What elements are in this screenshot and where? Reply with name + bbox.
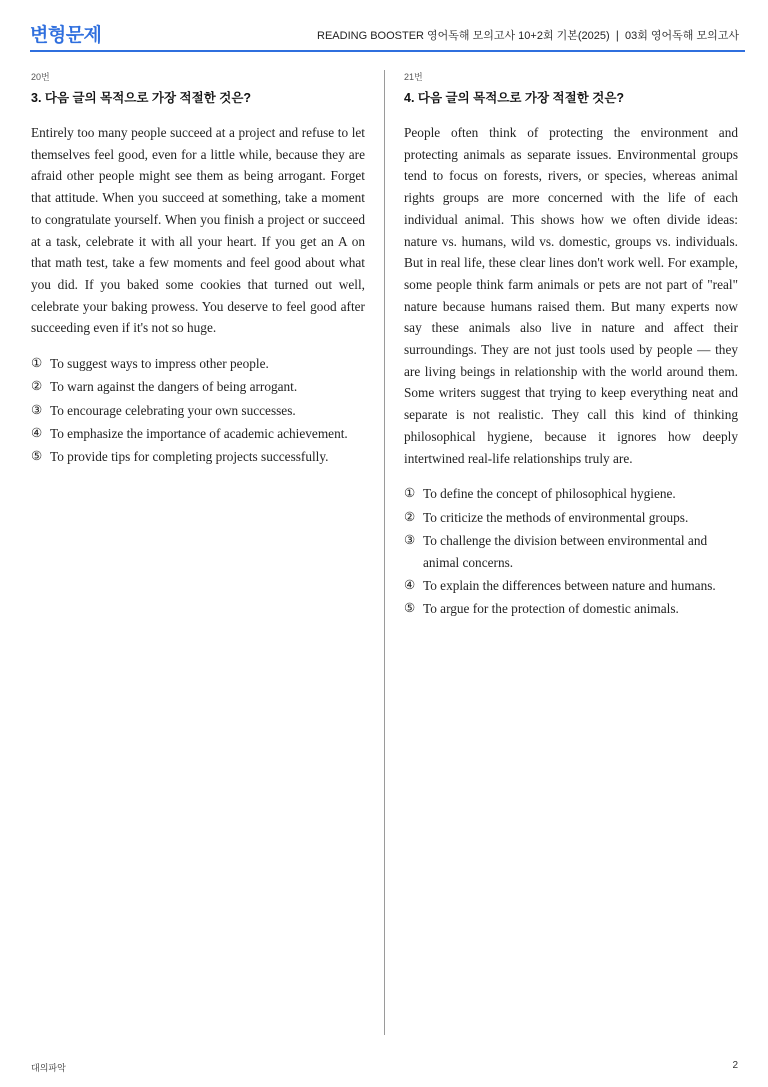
option-text: To argue for the protection of domestic animals. <box>423 601 679 617</box>
question-title: 3. 다음 글의 목적으로 가장 적절한 것은? <box>31 91 252 105</box>
answer-option-2[interactable] <box>31 376 365 398</box>
option-number: ③ <box>404 532 416 547</box>
question-passage: People often think of protecting the environment and protecting animals as separate issues. Environmental groups tend to focus on forests, rivers, or species, whereas animal rights groups are more concerned with the life of each individual animal. This shows how we often divide ideas: nature vs. humans, wild vs. domestic, groups vs. individuals. But in real life, these clear lines don't work well. For example, some people think farm animals or pets are not part of "real" nature because humans raised them. But many experts now say these animals also live in nature and affect their surroundings. They are not just tools used by people — they are living beings in relationship with the world around them. Some writers suggest that trying to keep everything neat and separate is not realistic. They call this kind of thinking philosophical hygiene, because it ignores how deeply intertwined real-life relationships truly are. <box>404 125 738 466</box>
option-text: To provide tips for completing projects successfully. <box>50 449 329 465</box>
option-number: ① <box>31 356 43 371</box>
answer-option-3[interactable] <box>31 400 365 422</box>
question-number-label: 21번 <box>404 72 423 82</box>
option-text: To emphasize the importance of academic achievement. <box>50 425 348 441</box>
answer-option-5[interactable] <box>31 446 365 468</box>
answer-option-1[interactable] <box>404 483 738 505</box>
question-number-label: 20번 <box>31 72 50 82</box>
option-text: To warn against the dangers of being arrogant. <box>50 379 298 395</box>
column-divider <box>384 70 385 1035</box>
answer-options <box>31 353 365 468</box>
option-number: ④ <box>404 577 416 592</box>
page-header <box>30 0 745 52</box>
question-passage: Entirely too many people succeed at a project and refuse to let themselves feel good, even for a little while, because they are afraid other people might see them as being arrogant. Forget that attitude. When you succeed at something, take a moment to congratulate yourself. When you finish a project or succeed at a task, celebrate it with all your heart. If you get an A on that math test, take a few moments and feel good about what you did. If you baked some cookies that turned out well, celebrate your baking prowess. You deserve to feel good after succeeding even if it's not so huge. <box>31 125 365 336</box>
answer-option-2[interactable] <box>404 507 738 529</box>
header-title: READING BOOSTER 영어독해 모의고사 10+2회 기본(2025) ❘ 03회 영어독해 모의고사 <box>317 30 739 42</box>
option-text: To encourage celebrating your own successes. <box>50 402 296 418</box>
answer-options <box>404 483 738 620</box>
option-number: ① <box>404 486 416 501</box>
option-text: To define the concept of philosophical hygiene. <box>423 486 676 502</box>
option-text: To challenge the division between environmental and animal concerns. <box>423 532 708 570</box>
option-number: ② <box>404 509 416 524</box>
option-text: To suggest ways to impress other people. <box>50 356 269 372</box>
answer-option-1[interactable] <box>31 353 365 375</box>
question-4 <box>404 70 738 621</box>
option-number: ⑤ <box>404 601 416 616</box>
answer-option-4[interactable] <box>31 423 365 445</box>
option-number: ② <box>31 379 43 394</box>
answer-option-5[interactable] <box>404 598 738 620</box>
answer-option-4[interactable] <box>404 575 738 597</box>
option-number: ⑤ <box>31 449 43 464</box>
brand-label: 변형문제 <box>30 25 102 46</box>
option-text: To explain the differences between nature and humans. <box>423 577 716 593</box>
question-title: 4. 다음 글의 목적으로 가장 적절한 것은? <box>404 91 625 105</box>
option-number: ③ <box>31 402 43 417</box>
option-text: To criticize the methods of environmental groups. <box>423 509 689 525</box>
question-3 <box>31 70 365 470</box>
footer-publisher: 대의파악 <box>31 1063 66 1073</box>
option-number: ④ <box>31 425 43 440</box>
answer-option-3[interactable] <box>404 530 738 573</box>
page-number: 2 <box>732 1060 738 1071</box>
